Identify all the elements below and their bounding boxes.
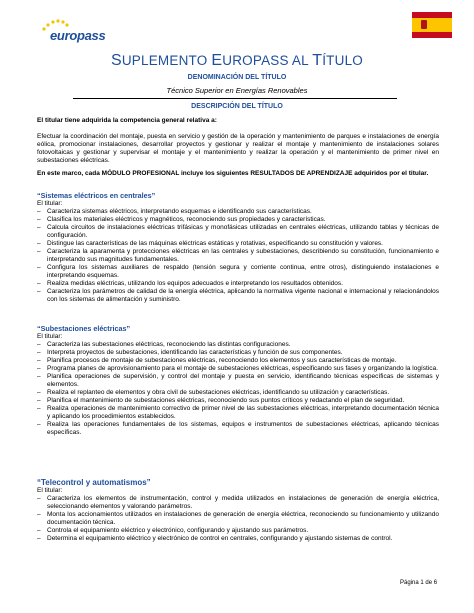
section-title: “Sistemas eléctricos en centrales” [37,191,156,200]
list-item: – Distingue las características de las máquinas eléctricas estáticas y rotativas, especificando su constitución y valores. [37,240,439,248]
divider [73,98,397,99]
list-item: – Realiza medidas eléctricas, utilizando los equipos adecuados e interpretando los resultados obtenidos. [37,280,439,288]
section-title: “Telecontrol y automatismos” [37,478,151,487]
section-title: “Subestaciones eléctricas” [37,324,131,333]
list-item: – Caracteriza las subestaciones eléctricas, reconociendo las distintas configuraciones. [37,341,439,349]
section-sistemas [37,192,439,304]
list-item: – Caracteriza los parámetros de calidad de la energía eléctrica, aplicando la normativa vigente nacional e internacional y relacionándolos con los sistemas de alimentación y suministro. [37,288,439,304]
page-title: SUPLEMENTO EUROPASS AL TÍTULO [110,52,363,69]
list-item: – Determina el equipamiento eléctrico y electrónico de control en centrales, configurando y ajustando sistemas de control. [37,535,439,543]
list-item: – Realiza operaciones de mantenimiento correctivo de primer nivel de las subestaciones eléctricas, interpretando documentación técnica y aplicando los procedimientos establecidos. [37,405,439,421]
logo-text: europass [50,28,106,43]
title-name: Técnico Superior en Energías Renovables [166,86,308,95]
section-intro: El titular: [37,200,63,207]
section-subestaciones [37,325,439,437]
list-item: – Realiza el replanteo de elementos y obra civil de subestaciones eléctricas, identificando su utilización y características. [37,389,439,397]
competencia-heading: El titular tiene adquirida la competencia general relativa a: [37,117,217,124]
list-item: – Caracteriza los elementos de instrumentación, control y medida utilizados en instalaciones de generación de energía eléctrica, seleccionando elementos y valorando parámetros. [37,495,439,511]
list-item: – Interpreta proyectos de subestaciones, identificando las características y función de sus componentes. [37,349,439,357]
section-telecontrol [37,479,439,543]
list-item: – Programa planes de aprovisionamiento para el montaje de subestaciones eléctricas, especificando sus fases y organizando la logística. [37,365,439,373]
list-item: – Calcula circuitos de instalaciones eléctricas trifásicas y monofásicas utilizadas en centrales eléctricas, utilizando tablas y técnicas de configuración. [37,224,439,240]
denominacion-heading: DENOMINACIÓN DEL TÍTULO [187,74,287,81]
descripcion-heading: DESCRIPCIÓN DEL TÍTULO [191,103,283,110]
marco-text: En este marco, cada MÓDULO PROFESIONAL incluye los siguientes RESULTADOS DE APRENDIZAJE adquiridos por el titular. [37,170,429,177]
page-number: Página 1 de 6 [400,580,438,586]
list-item: – Realiza las operaciones fundamentales de los sistemas, equipos e instrumentos de subestaciones eléctricas, aplicando técnicas específicas. [37,421,439,437]
list-item: – Planifica operaciones de supervisión, y control del montaje y puesta en servicio, identificando técnicas específicas de sistemas y elementos. [37,373,439,389]
list-item: – Configura los sistemas auxiliares de respaldo (tensión segura y corriente continua, entre otros), distinguiendo instalaciones e interpretando esquemas. [37,264,439,280]
list-item: – Caracteriza la aparamenta y protecciones eléctricas en las centrales y subestaciones, describiendo su constitución, funcionamiento e interpretando sus magnitudes fundamentales. [37,248,439,264]
list-item: – Monta los accionamientos utilizados en instalaciones de generación de energía eléctrica, reconociendo su funcionamiento y utilizando documentación técnica. [37,511,439,527]
list-item: – Clasifica los materiales eléctricos y magnéticos, reconociendo sus propiedades y características. [37,216,439,224]
list-item: – Controla el equipamiento eléctrico y electrónico, configurando y ajustando sus parámetros. [37,527,439,535]
list-item: – Caracteriza sistemas eléctricos, interpretando esquemas e identificando sus características. [37,208,439,216]
list-item: – Planifica procesos de montaje de subestaciones eléctricas, reconociendo los elementos y sus características de montaje. [37,357,439,365]
spain-flag-icon [412,12,452,38]
list-item: – Planifica el mantenimiento de subestaciones eléctricas, reconociendo sus puntos críticos y redactando el plan de seguridad. [37,397,439,405]
competencia-text: Efectuar la coordinación del montaje, puesta en servicio y gestión de la operación y mantenimiento de parques e instalaciones de energía eólica, promocionar instalaciones, desarrollar proyectos y gestionar y realizar el montaje y mantenimiento de instalaciones solares fotovoltaicas y gestionar y supervisar el montaje y el mantenimiento y realizar la operación y el mantenimiento de primer nivel en subestaciones eléctricas. [37,133,439,164]
section-intro: El titular: [37,333,63,340]
section-intro: El titular: [37,487,63,494]
